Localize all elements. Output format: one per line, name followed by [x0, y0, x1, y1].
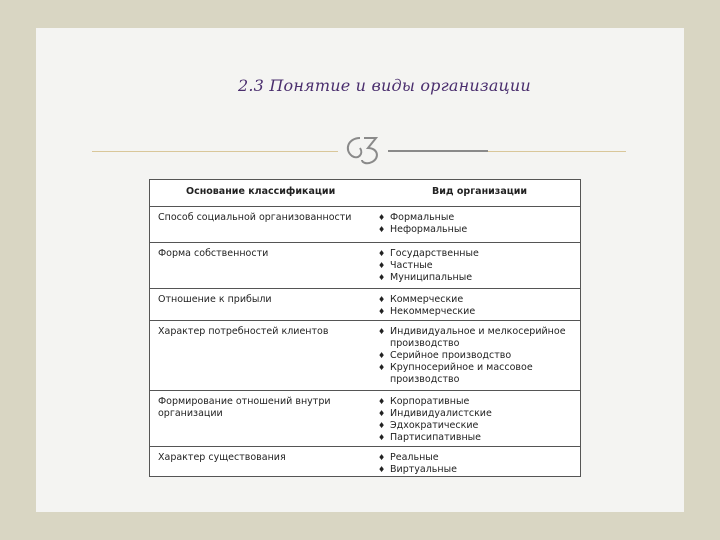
row-basis: Форма собственности [158, 248, 269, 259]
diamond-bullet-icon: ♦ [378, 213, 386, 222]
list-item: ♦ Эдхократические [378, 420, 479, 431]
row-basis: Отношение к прибыли [158, 294, 272, 305]
diamond-bullet-icon: ♦ [378, 295, 386, 304]
row-types [378, 326, 578, 386]
list-item: ♦ Неформальные [378, 224, 468, 235]
diamond-bullet-icon: ♦ [378, 409, 386, 418]
row-basis: Характер потребностей клиентов [158, 326, 329, 337]
diamond-bullet-icon: ♦ [378, 421, 386, 430]
diamond-bullet-icon: ♦ [378, 453, 386, 462]
row-types [378, 212, 578, 236]
list-item: ♦ Реальные [378, 452, 439, 463]
diamond-bullet-icon: ♦ [378, 433, 386, 442]
list-item: ♦ Частные [378, 260, 433, 271]
diamond-bullet-icon: ♦ [378, 273, 386, 282]
row-basis: Характер существования [158, 452, 286, 463]
title-rule-right-accent [388, 150, 488, 152]
list-item: ♦ Муниципальные [378, 272, 473, 283]
header-basis: Основание классификации [186, 186, 336, 197]
diamond-bullet-icon: ♦ [378, 261, 386, 270]
list-item: ♦ Коммерческие [378, 294, 464, 305]
list-item: ♦ Серийное производство [378, 350, 512, 361]
list-item: ♦ Некоммерческие [378, 306, 476, 317]
list-item: ♦ Индивидуальное и мелкосерийное производство [378, 326, 566, 349]
table-header-row [150, 180, 580, 207]
diamond-bullet-icon: ♦ [378, 351, 386, 360]
row-basis: Способ социальной организованности [158, 212, 352, 223]
diamond-bullet-icon: ♦ [378, 249, 386, 258]
table-row [150, 288, 580, 321]
row-basis: Формирование отношений внутри организации [158, 396, 331, 419]
list-item: ♦ Индивидуалистские [378, 408, 492, 419]
list-item: ♦ Формальные [378, 212, 455, 223]
table-row [150, 390, 580, 447]
row-types [378, 294, 578, 318]
list-item: ♦ Государственные [378, 248, 479, 259]
classification-table [149, 179, 581, 477]
row-types [378, 248, 578, 284]
diamond-bullet-icon: ♦ [378, 363, 386, 372]
diamond-bullet-icon: ♦ [378, 465, 386, 474]
flourish-ornament-icon [338, 132, 386, 168]
title-rule-left [92, 151, 338, 152]
diamond-bullet-icon: ♦ [378, 225, 386, 234]
table-row [150, 320, 580, 391]
diamond-bullet-icon: ♦ [378, 397, 386, 406]
diamond-bullet-icon: ♦ [378, 307, 386, 316]
diamond-bullet-icon: ♦ [378, 327, 386, 336]
row-types [378, 452, 578, 476]
list-item: ♦ Корпоративные [378, 396, 470, 407]
slide-title: 2.3 Понятие и виды организации [238, 76, 531, 95]
list-item: ♦ Партисипативные [378, 432, 481, 443]
table-row [150, 206, 580, 243]
list-item: ♦ Крупносерийное и массовое производство [378, 362, 533, 385]
table-row [150, 446, 580, 476]
header-type: Вид организации [432, 186, 528, 197]
row-types [378, 396, 578, 444]
list-item: ♦ Виртуальные [378, 464, 457, 475]
table-row [150, 242, 580, 289]
